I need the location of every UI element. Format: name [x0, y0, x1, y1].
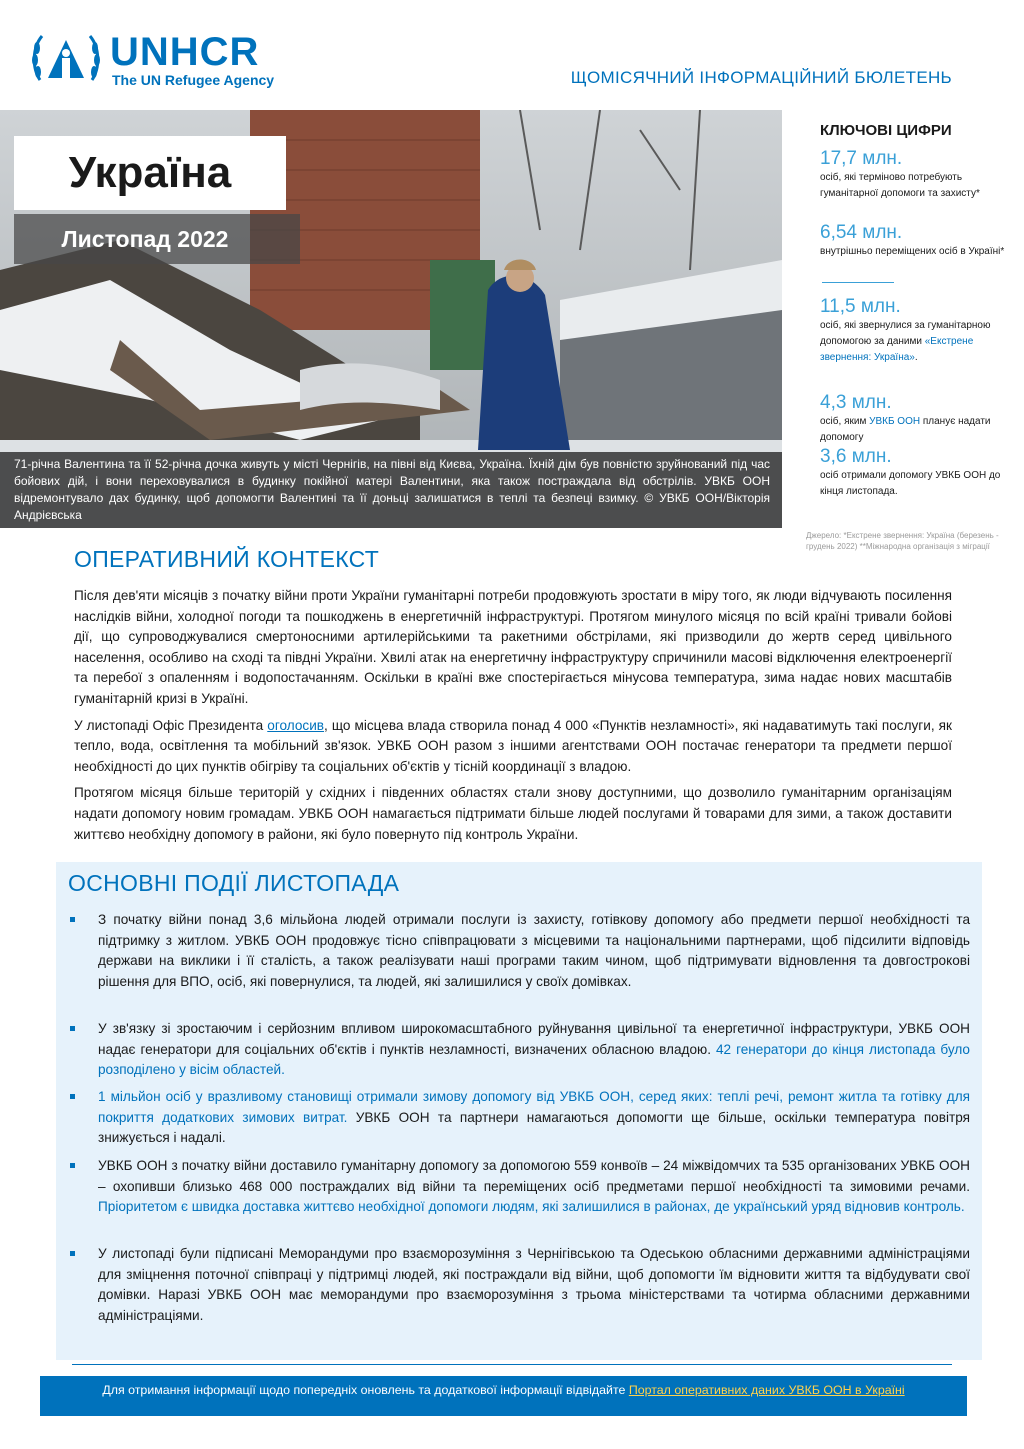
events-heading: ОСНОВНІ ПОДІЇ ЛИСТОПАДА — [68, 870, 400, 896]
announced-link[interactable]: оголосив — [267, 717, 325, 733]
context-p2-end: , що місцева влада створила понад 4 000 «Пунктів незламності», які надаватимуть такі послуги, як тепло, вода, освітлення та мобільний зв'язок. УВКБ ООН разом з іншими агентствами ООН постачає генератори та предмети першої необхідності до цих пунктів обігріву та соціальних об'єктів у тісній координації з владою. — [74, 717, 952, 774]
logo-tagline: The UN Refugee Agency — [112, 72, 275, 88]
key-figure-value: 3,6 млн. — [820, 446, 892, 467]
footer-label: Для отримання інформації щодо попередніх оновлень та додаткової інформації відвідайте — [102, 1383, 629, 1397]
event-bullet-2 — [70, 1019, 970, 1081]
event-highlight: 1 мільйон осіб у вразливому становищі отримали зимову допомогу від УВКБ ООН, серед яких: теплі речі, ремонт житла та готівку для покриття додаткових зимових витрат. — [98, 1089, 970, 1125]
key-figure-value: 11,5 млн. — [820, 296, 901, 317]
event-bullet-5 — [70, 1244, 970, 1326]
context-paragraph-3: Протягом місяця більше територій у східних і південних областях стали знову доступними, що дозволило гуманітарним організаціям надати допомогу новим громадам. УВКБ ООН намагається підтримати більше людей послугами й товарами для зими, а також доставити життєво необхідну допомогу в райони, які було повернуто під контроль України. — [74, 785, 952, 842]
key-figure-text: осіб, які звернулися за гуманітарною допомогою за даними — [820, 320, 991, 347]
event-text — [98, 1156, 970, 1218]
key-figure-5 — [820, 446, 1020, 500]
issue-month: Листопад 2022 — [61, 226, 229, 252]
photo-caption: 71-річна Валентина та її 52-річна дочка живуть у місті Чернігів, на півні від Києва, Україна. Їхній дім був повністю зруйнований під час бойових дій, і вони переховувалися в будинку покійної матері Валентини, яка також постраждала від обстрілів. УВКБ ООН відремонтувало дах будинку, щоб допомогти Валентині та її доньці залишатися в теплі та безпеці взимку. © УВКБ ООН/Вікторія Андрієвська — [14, 457, 770, 522]
key-figure-value: 17,7 млн. — [820, 148, 903, 169]
key-figures-divider — [822, 282, 894, 283]
event-highlight: 42 генератори до кінця листопада було розподілено у вісім областей. — [98, 1041, 970, 1078]
event-text: З початку війни понад 3,6 мільйона людей отримали послуги із захисту, готівкову допомогу або предмети першої необхідності та підтримку з житлом. УВКБ ООН продовжує тісно співпрацювати з місцевими та національними партнерами, щоб підсилити відповідь держави на виклики і її сталість, а також реалізувати наші програми таким чином, щоб підтримувати відновлення та довгострокові рішення для ВПО, осіб, які повернулися, та людей, які залишилися у своїх домівках. — [98, 912, 970, 989]
key-figure-value: 6,54 млн. — [820, 222, 903, 243]
bullet-icon — [70, 1163, 75, 1168]
context-paragraph-1: Після дев'яти місяців з початку війни проти України гуманітарні потреби продовжують зростати в міру того, як люди відчувають посилення наслідків війни, холодної погоди та пошкоджень в енергетичній інфраструктурі. Протягом минулого місяця по всій країні тривали бойові дії, що супроводжувалися смертоносними артилерійськими та ракетними обстрілами, які призводили до жертв серед цивільного населення, особливо на сході та півдні України. Хвилі атак на енергетичну інфраструктуру спричинили масові відключення електроенергії та перебої з опаленням і водопостачанням. Оскільки в країні вже спостерігається мінусова температура, зима надає нових масштабів гуманітарній кризі в Україні. — [74, 588, 952, 706]
event-text — [98, 1087, 970, 1149]
key-figure-text-end: . — [914, 352, 918, 363]
event-text: У листопаді були підписані Меморандуми про взаєморозуміння з Чернігівською та Одеською обласними державними адміністраціями для зміцнення поточної співпраці у підтримці людей, які постраждали від війни, щоб допомогти їм відновити життя та відбудувати свої домівки. Наразі УВКБ ООН має меморандуми про взаєморозуміння з трьома міністерствами та чотирма обласними державними адміністраціями. — [98, 1246, 970, 1323]
logo-wordmark: UNHCR — [110, 30, 260, 74]
key-figure-label — [820, 318, 1020, 366]
bullet-icon — [70, 1094, 75, 1099]
event-text-start: У зв'язку зі зростаючим і серйозним впливом широкомасштабного руйнування цивільної та енергетичної інфраструктури, УВКБ ООН надає генератори для соціальних об'єктів і пунктів незламності, визначених обласною владою. — [98, 1021, 970, 1057]
event-bullet-3 — [70, 1087, 970, 1149]
bullet-icon — [70, 1026, 75, 1031]
footer-text — [40, 1376, 967, 1404]
unhcr-link[interactable]: УВКБ ООН — [869, 416, 921, 427]
unhcr-logo — [30, 28, 290, 90]
key-figure-value: 4,3 млн. — [820, 392, 892, 413]
key-figure-1 — [820, 148, 1020, 202]
event-bullet-4 — [70, 1156, 970, 1218]
event-highlight: Пріоритетом є швидка доставка життєво необхідної допомоги людям, які залишилися в районах, де український уряд відновив контроль. — [98, 1199, 965, 1215]
key-figures-title: КЛЮЧОВІ ЦИФРИ — [820, 122, 952, 139]
bullet-icon — [70, 917, 75, 922]
key-figure-label: осіб отримали допомогу УВКБ ООН до кінця листопада. — [820, 470, 1001, 497]
event-text — [98, 1019, 970, 1081]
key-figure-2 — [820, 222, 1020, 260]
key-figure-4 — [820, 392, 1020, 446]
context-heading: ОПЕРАТИВНИЙ КОНТЕКСТ — [74, 546, 380, 572]
footer-rule — [72, 1364, 952, 1365]
flash-appeal-link[interactable]: «Екстрене звернення: Україна» — [820, 336, 974, 363]
key-figure-label: внутрішньо переміщених осіб в Україні* — [820, 246, 1005, 257]
context-paragraph-2 — [74, 716, 952, 778]
page-title: Україна — [68, 148, 232, 197]
event-text-start: УВКБ ООН з початку війни доставило гуманітарну допомогу за допомогою 559 конвоїв – 24 міжвідомчих та 535 організованих УВКБ ООН – охопивши близько 468 000 постраждалих від війни та переміщених осіб предметами першої необхідності та зимовими речами. — [98, 1158, 970, 1194]
context-p2-start: У листопаді Офіс Президента — [74, 717, 268, 733]
bulletin-label: ЩОМІСЯЧНИЙ ІНФОРМАЦІЙНИЙ БЮЛЕТЕНЬ — [570, 68, 952, 87]
bullet-icon — [70, 1251, 75, 1256]
key-figure-3 — [820, 296, 1020, 366]
data-portal-link[interactable]: Портал оперативних даних УВКБ ООН в Україні — [628, 1383, 905, 1397]
key-figure-text: осіб, яким — [820, 416, 870, 427]
key-figures-sources: Джерело: *Екстрене звернення: Україна (березень - грудень 2022) **Міжнародна організація з міграції — [806, 531, 999, 551]
key-figure-text-end: планує надати допомогу — [820, 416, 991, 443]
laurel-emblem-icon — [30, 28, 102, 90]
event-bullet-1 — [70, 910, 970, 992]
event-text-end: УВКБ ООН та партнери намагаються допомогти ще більше, оскільки температура повітря знижується і надалі. — [98, 1109, 970, 1146]
key-figure-label — [820, 414, 1020, 446]
context-body — [74, 586, 952, 845]
key-figure-label: осіб, які терміново потребують гуманітарної допомоги та захисту* — [820, 172, 980, 199]
